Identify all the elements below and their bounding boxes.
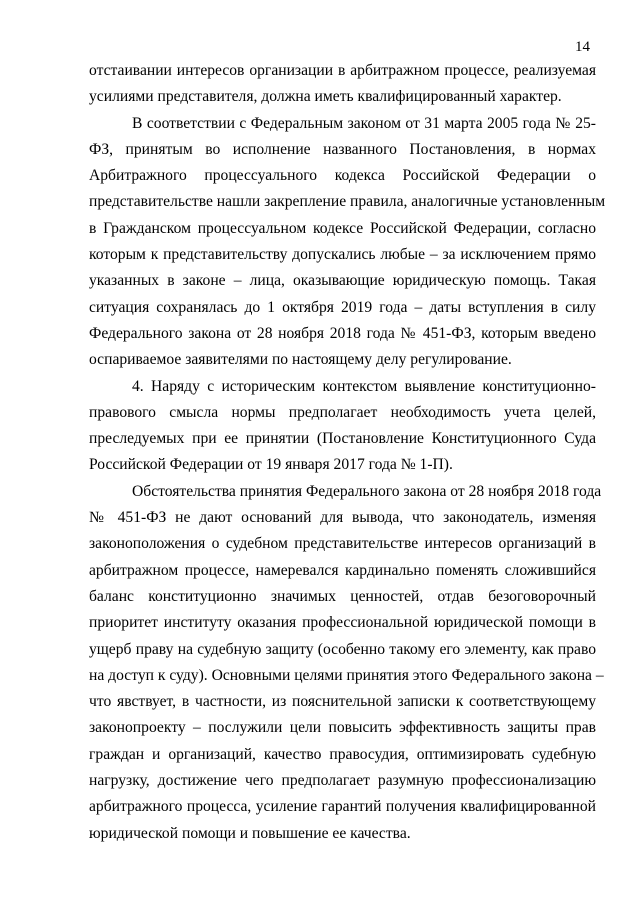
- text-line: оспариваемое заявителями по настоящему делу регулирование.: [89, 351, 512, 369]
- text-line: 4. Наряду с историческим контекстом выявление конституционно-: [132, 377, 596, 395]
- text-line: приоритет институту оказания профессиональной юридической помощи в: [89, 614, 596, 632]
- text-line: баланс конституционно значимых ценностей, отдав безоговорочный: [89, 587, 596, 605]
- paragraph: [89, 58, 596, 111]
- text-line: законопроекту – послужили цели повысить эффективность защиты прав: [89, 719, 596, 737]
- text-line: арбитражном процессе, намеревался кардинально поменять сложившийся: [89, 561, 596, 579]
- text-line: ущерб праву на судебную защиту (особенно такому его элементу, как право: [89, 640, 596, 658]
- text-line: юридической помощи и повышение ее качества.: [89, 824, 411, 842]
- text-line: ситуация сохранялась до 1 октября 2019 года – даты вступления в силу: [89, 298, 596, 316]
- paragraph: [89, 111, 606, 374]
- text-line: В соответствии с Федеральным законом от 31 марта 2005 года № 25-: [132, 114, 596, 132]
- text-line: преследуемых при ее принятии (Постановление Конституционного Суда: [89, 430, 596, 448]
- text-line: Арбитражного процессуального кодекса Российской Федерации о: [89, 167, 596, 185]
- text-line: Российской Федерации от 19 января 2017 года № 1-П).: [89, 456, 453, 474]
- text-line: Обстоятельства принятия Федерального закона от 28 ноября 2018 года: [132, 482, 602, 500]
- text-line: представительстве нашли закрепление правила, аналогичные установленным: [89, 193, 606, 211]
- text-line: которым к представительству допускались любые – за исключением прямо: [89, 246, 596, 264]
- page-number: 14: [575, 39, 590, 55]
- text-line: что явствует, в частности, из пояснительной записки к соответствующему: [89, 693, 596, 711]
- text-line: указанных в законе – лица, оказывающие юридическую помощь. Такая: [89, 272, 596, 290]
- text-line: отстаивании интересов организации в арбитражном процессе, реализуемая: [89, 62, 596, 79]
- text-line: Федерального закона от 28 ноября 2018 года № 451-ФЗ, которым введено: [89, 324, 596, 342]
- text-line: нагрузку, достижение чего предполагает разумную профессионализацию: [89, 772, 596, 790]
- paragraph: [89, 479, 604, 847]
- text-line: правового смысла нормы предполагает необходимость учета целей,: [89, 403, 596, 421]
- text-line: на доступ к суду). Основными целями принятия этого Федерального закона –: [89, 666, 604, 684]
- text-line: № 451-ФЗ не дают оснований для вывода, что законодатель, изменяя: [89, 509, 596, 527]
- paragraph: [89, 374, 596, 479]
- text-line: законоположения о судебном представительстве интересов организаций в: [89, 535, 596, 553]
- text-line: граждан и организаций, качество правосудия, оптимизировать судебную: [89, 745, 596, 763]
- text-line: арбитражного процесса, усиление гарантий получения квалифицированной: [89, 798, 596, 816]
- document-body: [89, 58, 606, 847]
- text-line: в Гражданском процессуальном кодексе Российской Федерации, согласно: [89, 219, 596, 237]
- text-line: усилиями представителя, должна иметь квалифицированный характер.: [89, 88, 562, 106]
- text-line: ФЗ, принятым во исполнение названного Постановления, в нормах: [89, 140, 596, 158]
